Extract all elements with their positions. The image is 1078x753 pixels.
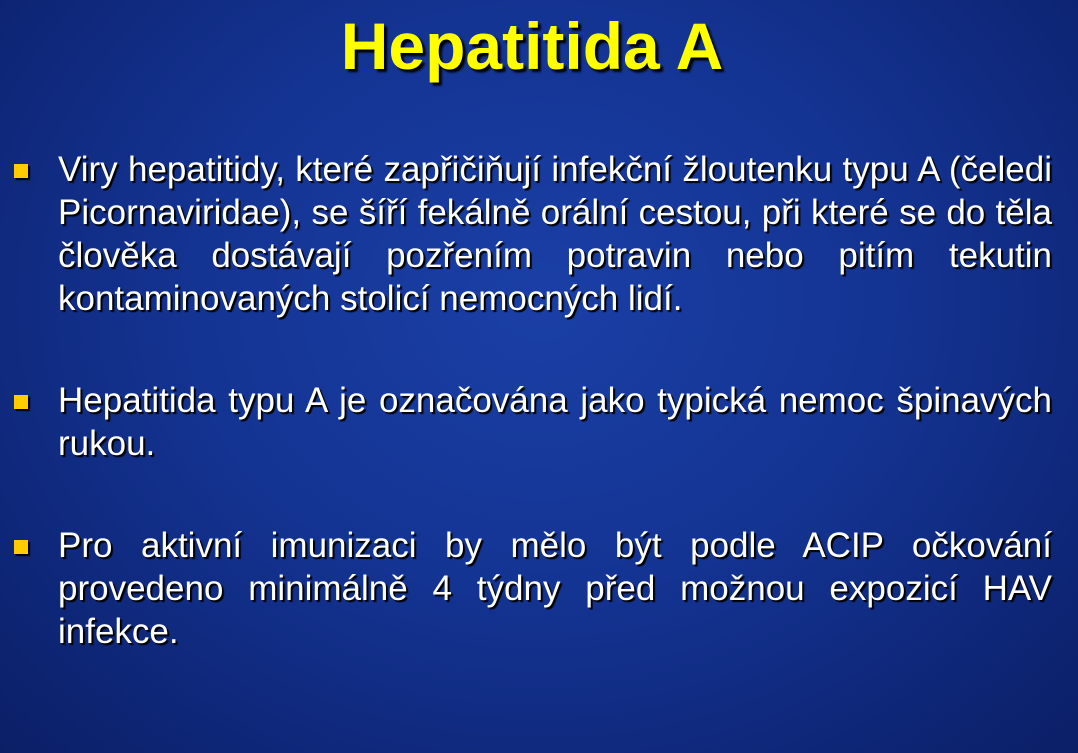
bullet-list xyxy=(12,148,1052,712)
bullet-text: Viry hepatitidy, které zapřičiňují infekční žloutenku typu A (čeledi Picornaviridae), se šíří fekálně orální cestou, při které se do těla člověka dostávají pozřením potravin nebo pitím tekutin kontaminovaných stolicí nemocných lidí. xyxy=(58,150,1052,318)
square-bullet-icon xyxy=(14,540,28,554)
bullet-item xyxy=(12,148,1052,320)
square-bullet-icon xyxy=(14,395,28,409)
square-bullet-icon xyxy=(14,164,28,178)
bullet-item xyxy=(12,379,1052,465)
bullet-text: Hepatitida typu A je označována jako typická nemoc špinavých rukou. xyxy=(58,381,1052,463)
slide-title: Hepatitida A xyxy=(340,9,724,83)
bullet-text: Pro aktivní imunizaci by mělo být podle ACIP očkování provedeno minimálně 4 týdny před možnou expozicí HAV infekce. xyxy=(58,526,1052,651)
bullet-item xyxy=(12,524,1052,653)
